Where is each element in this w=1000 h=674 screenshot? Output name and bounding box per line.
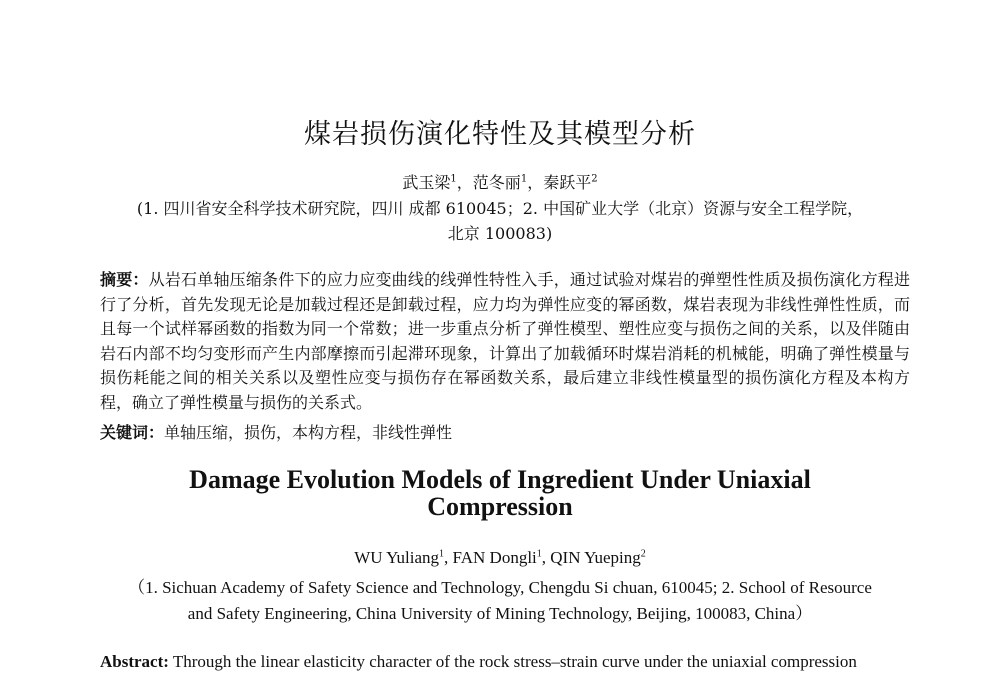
author-name: 武玉梁 xyxy=(402,173,451,192)
author-name: QIN Yueping xyxy=(550,548,641,567)
abstract-text: 从岩石单轴压缩条件下的应力应变曲线的线弹性特性入手，通过试验对煤岩的弹塑性性质及损伤演化方程进行了分析，首先发现无论是加载过程还是卸载过程，应力均为弹性应变的幂函数，煤岩表现为非线性弹性性质，而且每一个试样幂函数的指数为同一个常数；进一步重点分析了弹性模型、塑性应变与损伤之间的关系，以及伴随由岩石内部不均匀变形而产生内部摩擦而引起滞环现象，计算出了加载循环时煤岩消耗的机械能，明确了弹性模量与损伤耗能之间的相关关系以及塑性应变与损伤存在幂函数关系，最后建立非线性模量型的损伤演化方程及本构方程，确立了弹性模量与损伤的关系式。 xyxy=(100,270,910,412)
author-affiliation-mark: 1 xyxy=(450,173,457,185)
english-authors xyxy=(0,548,1000,568)
affiliation-line: (1. 四川省安全科学技术研究院，四川 成都 610045；2. 中国矿业大学（北京）资源与安全工程学院， xyxy=(136,199,864,218)
title-line: Damage Evolution Models of Ingredient Under Uniaxial xyxy=(189,465,811,494)
chinese-authors xyxy=(0,170,1000,193)
author-separator: , xyxy=(444,548,453,567)
affiliation-line: and Safety Engineering, China University of Mining Technology, Beijing, 100083, China） xyxy=(187,604,813,623)
author-affiliation-mark: 1 xyxy=(439,548,445,560)
author-separator: , xyxy=(541,548,551,567)
title-line: Compression xyxy=(427,492,573,521)
author-separator: ， xyxy=(527,173,544,192)
affiliation-line: 北京 100083) xyxy=(447,224,553,243)
chinese-abstract xyxy=(100,268,910,415)
author-name: FAN Dongli xyxy=(452,548,537,567)
english-abstract xyxy=(100,650,910,674)
chinese-keywords xyxy=(100,420,910,443)
english-affiliations xyxy=(0,575,1000,627)
english-title xyxy=(0,466,1000,520)
chinese-title: 煤岩损伤演化特性及其模型分析 xyxy=(304,119,696,150)
abstract-label: 摘要： xyxy=(100,270,149,289)
author-affiliation-mark: 1 xyxy=(536,548,542,560)
author-affiliation-mark: 1 xyxy=(520,173,528,185)
author-name: WU Yuliang xyxy=(354,548,440,567)
author-name: 范冬丽 xyxy=(472,173,521,192)
author-name: 秦跃平 xyxy=(543,173,592,192)
author-affiliation-mark: 2 xyxy=(640,548,646,560)
chinese-affiliations xyxy=(0,196,1000,246)
author-separator: ， xyxy=(456,173,473,192)
affiliation-line: （1. Sichuan Academy of Safety Science and Technology, Chengdu Si chuan, 610045; 2. School of Resource xyxy=(128,578,872,597)
keywords-text: 单轴压缩，损伤，本构方程，非线性弹性 xyxy=(164,423,453,442)
author-affiliation-mark: 2 xyxy=(591,173,598,185)
abstract-label: Abstract: xyxy=(100,652,169,671)
abstract-text: Through the linear elasticity character of the rock stress–strain curve under the uniaxial compression xyxy=(168,652,857,671)
keywords-label: 关键词： xyxy=(100,423,165,442)
